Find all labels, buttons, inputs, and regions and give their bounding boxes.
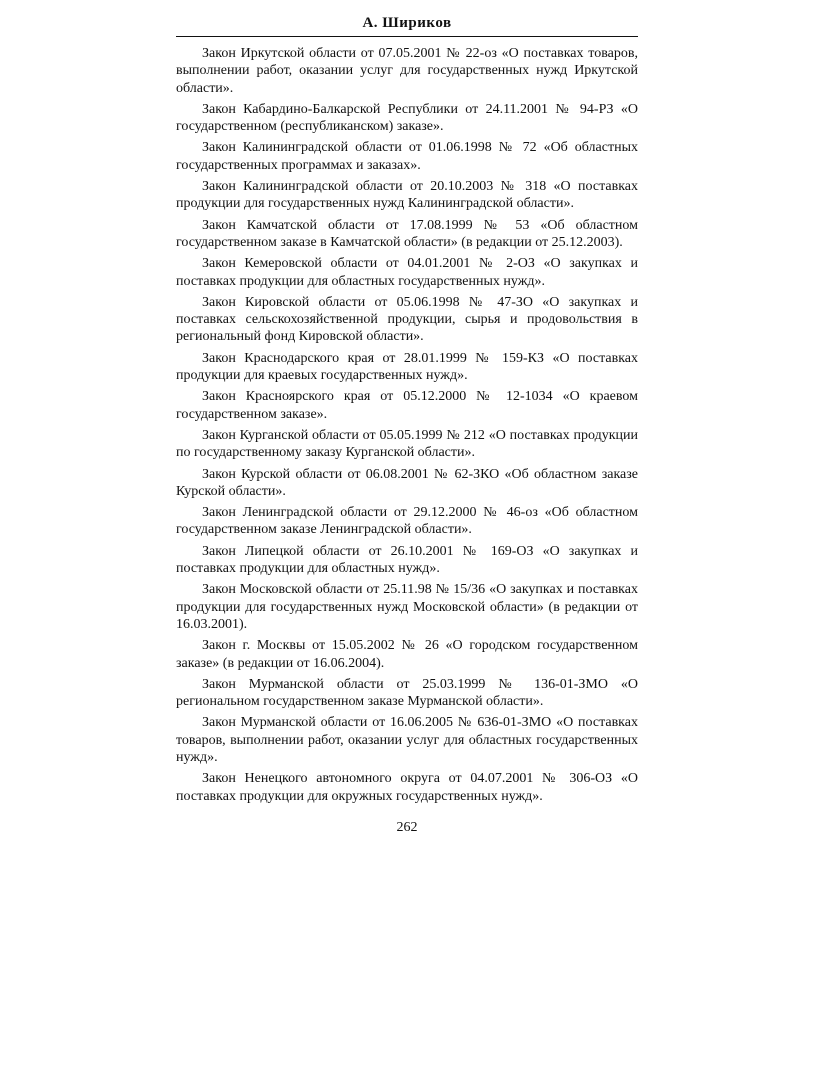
book-page	[176, 12, 638, 837]
law-entry-murmansk-1999: Закон Мурманской области от 25.03.1999 № 136-01-ЗМО «О региональном государственном заказе Мурманской области».	[176, 676, 638, 710]
running-head-author: А. Шириков	[362, 15, 452, 31]
law-entry-leningrad: Закон Ленинградской области от 29.12.2000 № 46-оз «Об областном государственном заказе Ленинградской области».	[176, 505, 638, 538]
law-entry-moscow-oblast: Закон Московской области от 25.11.98 № 15/36 «О закупках и поставках продукции для государственных нужд Московской области» (в редакции от 16.03.2001).	[176, 582, 638, 632]
law-entry-krasnoyarsk: Закон Красноярского края от 05.12.2000 № 12-1034 «О краевом государственном заказе».	[176, 389, 638, 422]
law-entry-krasnodar: Закон Краснодарского края от 28.01.1999 № 159-КЗ «О поставках продукции для краевых государственных нужд».	[176, 350, 638, 384]
law-entry-kaliningrad-1998: Закон Калининградской области от 01.06.1998 № 72 «Об областных государственных программах и заказах».	[176, 140, 638, 173]
law-list	[176, 45, 638, 805]
law-entry-kurgan: Закон Курганской области от 05.05.1999 № 212 «О поставках продукции по государственному заказу Курганской области».	[176, 427, 638, 461]
law-entry-irkutsk: Закон Иркутской области от 07.05.2001 № 22-оз «О поставках товаров, выполнении работ, оказании услуг для государственных нужд Иркутской области».	[176, 46, 638, 96]
law-entry-kursk: Закон Курской области от 06.08.2001 № 62-ЗКО «Об областном заказе Курской области».	[176, 466, 638, 499]
law-entry-kemerovo: Закон Кемеровской области от 04.01.2001 № 2-ОЗ «О закупках и поставках продукции для областных государственных нужд».	[176, 256, 638, 289]
law-entry-nenets: Закон Ненецкого автономного округа от 04.07.2001 № 306-ОЗ «О поставках продукции для окружных государственных нужд».	[176, 771, 638, 804]
law-entry-kaliningrad-2003: Закон Калининградской области от 20.10.2003 № 318 «О поставках продукции для государственных нужд Калининградской области».	[176, 179, 638, 212]
law-entry-kirov: Закон Кировской области от 05.06.1998 № 47-ЗО «О закупках и поставках сельскохозяйственной продукции, сырья и продовольствия в региональный фонд Кировской области».	[176, 294, 638, 345]
law-entry-kamchatka: Закон Камчатской области от 17.08.1999 № 53 «Об областном государственном заказе в Камчатской области» (в редакции от 25.12.2003).	[176, 217, 638, 250]
law-entry-murmansk-2005: Закон Мурманской области от 16.06.2005 № 636-01-ЗМО «О поставках товаров, выполнении работ, оказании услуг для областных государственных нужд».	[176, 715, 638, 765]
law-entry-kabardino-balkaria: Закон Кабардино-Балкарской Республики от 24.11.2001 № 94-РЗ «О государственном (республиканском) заказе».	[176, 101, 638, 135]
law-entry-moscow-city: Закон г. Москвы от 15.05.2002 № 26 «О городском государственном заказе» (в редакции от 16.06.2004).	[176, 638, 638, 671]
header-rule	[176, 36, 638, 37]
page-number: 262	[396, 819, 418, 835]
law-entry-lipetsk: Закон Липецкой области от 26.10.2001 № 169-ОЗ «О закупках и поставках продукции для областных нужд».	[176, 543, 638, 577]
